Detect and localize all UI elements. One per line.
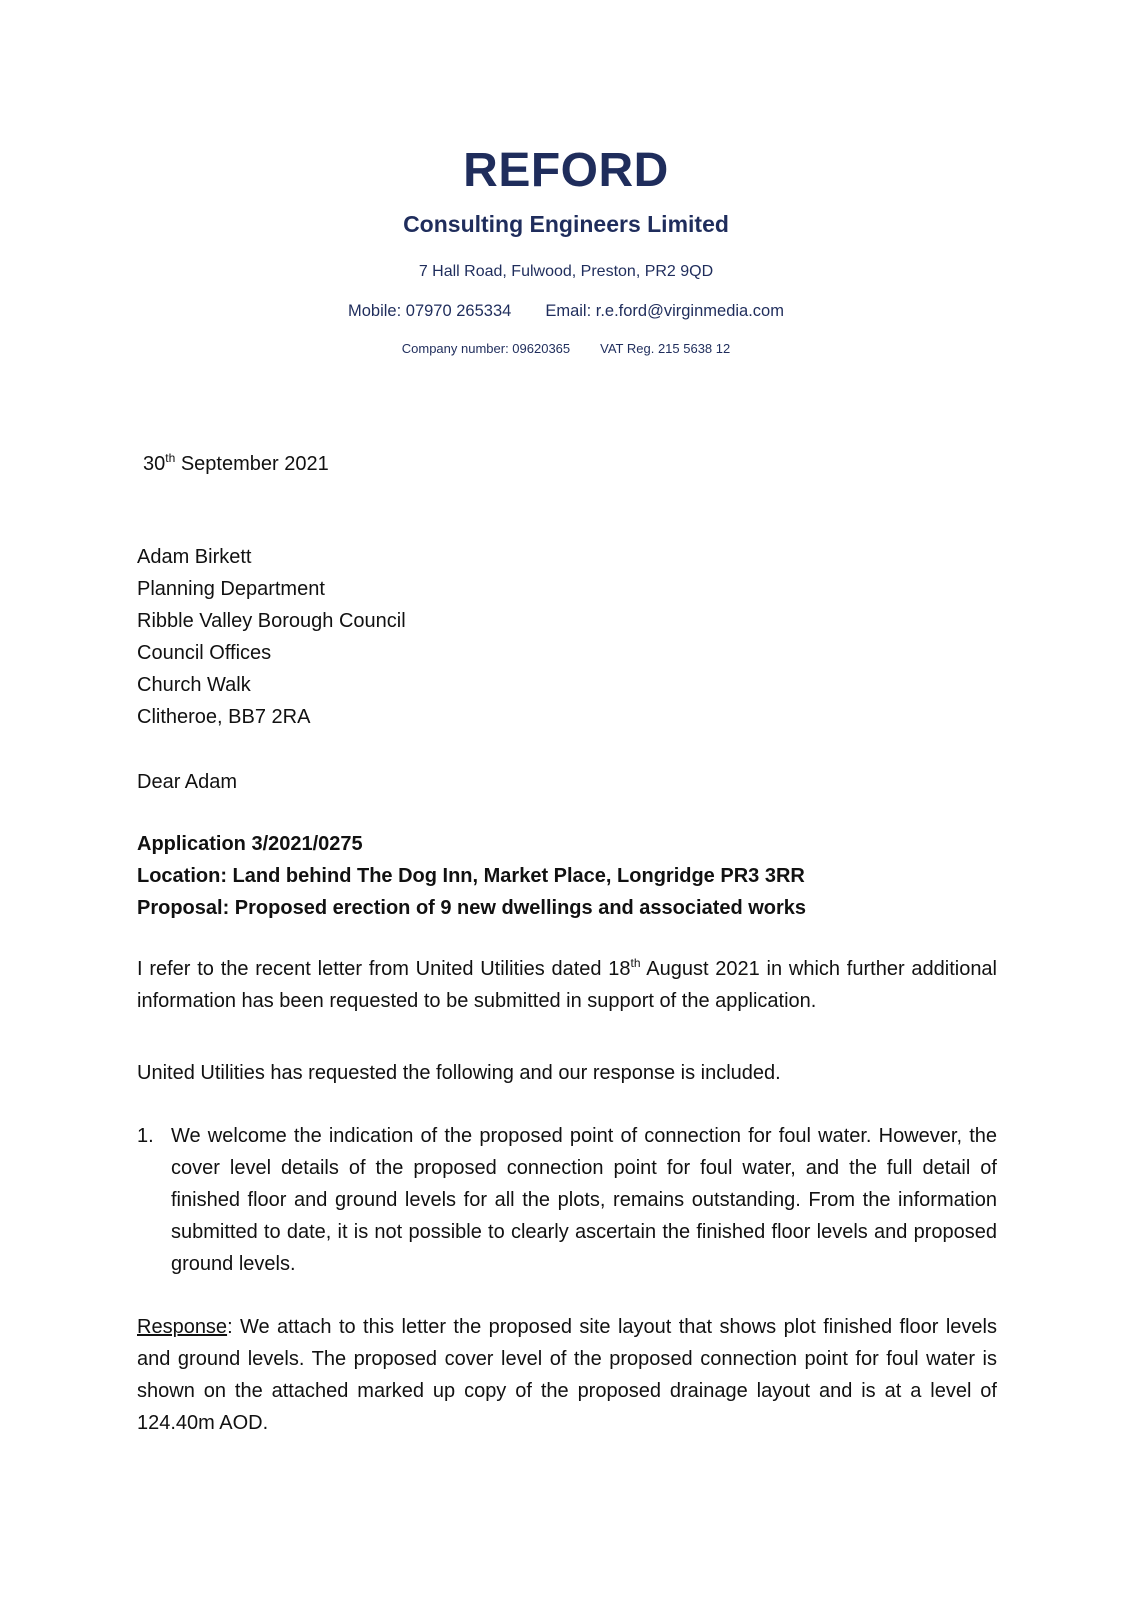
- recipient-address: [137, 541, 997, 733]
- recipient-line: Church Walk: [137, 674, 251, 696]
- salutation: Dear Adam: [137, 771, 238, 793]
- application-reference: Application 3/2021/0275: [137, 833, 363, 855]
- registration-line: [0, 341, 1132, 356]
- letter-date: [143, 448, 1003, 480]
- intro-text-end: August 2021 in which further additional information has been requested to be submitted in support of the application.: [137, 958, 998, 1012]
- response-paragraph: [137, 1311, 997, 1439]
- subject-block: [137, 828, 997, 924]
- intro-text-start: I refer to the recent letter from United Utilities dated 18: [137, 958, 631, 980]
- date-suffix: th: [165, 451, 176, 465]
- proposal-line: Proposal: Proposed erection of 9 new dwellings and associated works: [137, 897, 807, 919]
- response-label: Response: [137, 1316, 228, 1338]
- date-rest: September 2021: [175, 453, 329, 475]
- recipient-line: Ribble Valley Borough Council: [137, 610, 406, 632]
- recipient-line: Adam Birkett: [137, 546, 252, 568]
- company-subtitle: Consulting Engineers Limited: [403, 211, 729, 237]
- list-item-number: 1.: [137, 1125, 154, 1147]
- company-number: Company number: 09620365: [401, 341, 571, 356]
- intro-paragraph: [137, 953, 997, 1017]
- vat-registration: VAT Reg. 215 5638 12: [600, 341, 731, 356]
- mobile-number: Mobile: 07970 265334: [348, 302, 512, 320]
- contact-line: [0, 302, 1132, 321]
- intro-date-suffix: th: [630, 956, 641, 970]
- email-address: Email: r.e.ford@virginmedia.com: [545, 302, 784, 320]
- list-item: [137, 1120, 997, 1280]
- list-item-text: We welcome the indication of the proposed point of connection for foul water. However, the cover level details of the proposed connection point for foul water, and the full detail of finished floor and ground levels for all the plots, remains outstanding. From the information submitted to date, it is not possible to clearly ascertain the finished floor levels and proposed ground levels.: [171, 1125, 997, 1275]
- response-text: : We attach to this letter the proposed site layout that shows plot finished floor levels and ground levels. The proposed cover level of the proposed connection point for foul water is shown on the attached marked up copy of the proposed drainage layout and is at a level of 124.40m AOD.: [137, 1316, 997, 1434]
- location-line: Location: Land behind The Dog Inn, Market Place, Longridge PR3 3RR: [137, 865, 805, 887]
- recipient-line: Planning Department: [137, 578, 325, 600]
- request-paragraph: United Utilities has requested the following and our response is included.: [137, 1062, 781, 1084]
- recipient-line: Council Offices: [137, 642, 272, 664]
- recipient-line: Clitheroe, BB7 2RA: [137, 706, 311, 728]
- company-address: 7 Hall Road, Fulwood, Preston, PR2 9QD: [418, 263, 714, 280]
- company-name: REFORD: [463, 144, 669, 197]
- date-day: 30: [143, 453, 166, 475]
